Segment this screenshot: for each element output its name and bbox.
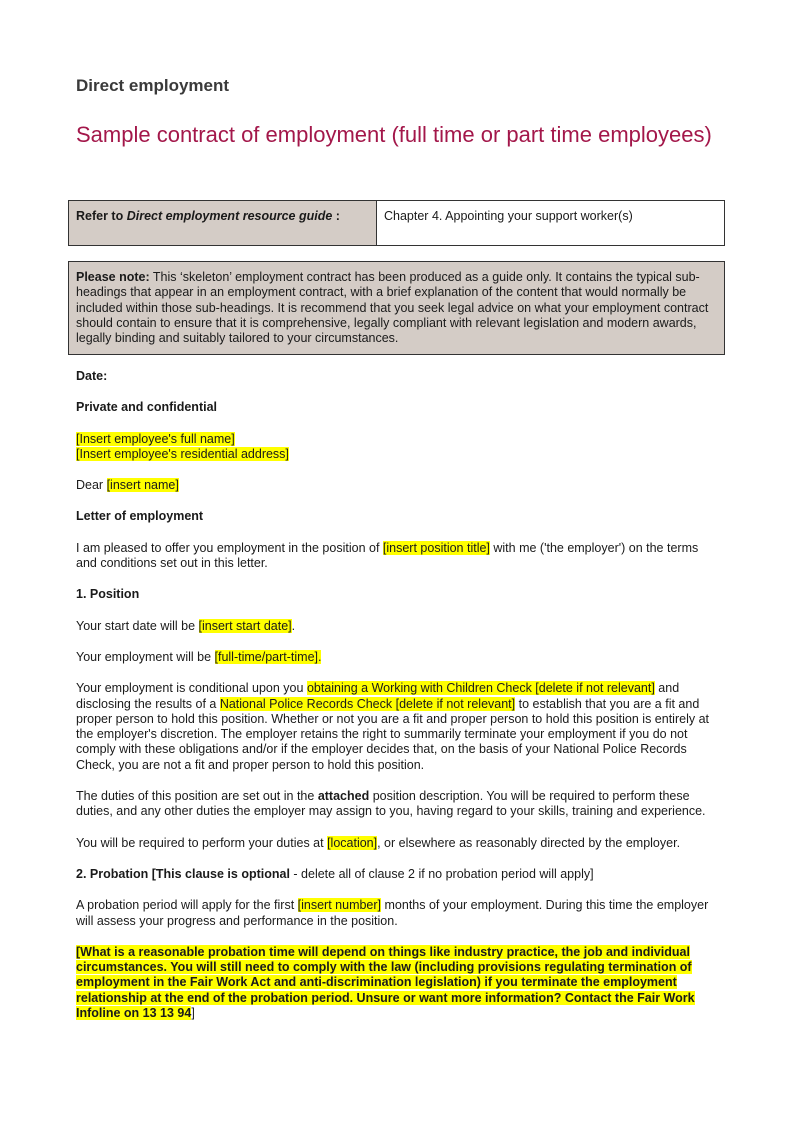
employment-type-placeholder: [full-time/part-time]. — [214, 649, 322, 664]
police-check-placeholder: National Police Records Check [delete if not relevant] — [219, 696, 516, 711]
position-heading: 1. Position — [76, 587, 140, 602]
note-label: Please note: — [76, 270, 150, 284]
start-date-placeholder: [insert start date] — [198, 618, 292, 633]
note-text: This ‘skeleton’ employment contract has been produced as a guide only. It contains the typical sub-headings that appear in an employment contract, with a brief explanation of the content that would normally be included within those sub-headings. It is recommend that you seek legal advice on what your employment contract should contain to ensure that it is comprehensive, legally compliant with relevant legislation and modern awards, legally binding and suitably tailored to your circumstances. — [76, 270, 709, 346]
position-title-placeholder: [insert position title] — [382, 540, 490, 555]
conditions-paragraph: Your employment is conditional upon you obtaining a Working with Children Check [delete if not relevant] and disclosing the results of a National Police Records Check [delete if not relevant] to establish that you are a fit and proper person to hold this position. Whether or not you are a fit and proper person to hold this position is entirely at the employer's discretion. The employer retains the right to summarily terminate your employment if you do not comply with these obligations and/or if the employer decides that, on the basis of your National Police Records Check, you are not a fit and proper person to hold this position. — [76, 681, 710, 772]
probation-advice: [What is a reasonable probation time will depend on things like industry practice, the job and individual circumstances. You will still need to comply with the law (including provisions regulating termination of employment in the Fair Work Act and anti-discrimination legislation) if you terminate the employment relationship at the end of the probation period. Unsure or want more information? Contact the Fair Work Infoline on 13 13 94] — [76, 944, 695, 1021]
page-title: Sample contract of employment (full time or part time employees) — [76, 122, 712, 147]
letter-heading: Letter of employment — [76, 509, 204, 524]
duties-paragraph: The duties of this position are set out in the attached position description. You will be required to perform these duties, and any other duties the employer may assign to you, having regard to your skills, training and experience. — [76, 789, 706, 819]
probation-heading: 2. Probation [This clause is optional - delete all of clause 2 if no probation period will apply] — [76, 866, 594, 881]
date-label: Date: — [76, 369, 108, 383]
employee-name-placeholder: [Insert employee's full name] — [76, 431, 235, 446]
salutation: Dear — [76, 478, 107, 493]
employment-type-paragraph: Your employment will be [full-time/part-time]. — [76, 649, 322, 664]
probation-paragraph: A probation period will apply for the first [insert number] months of your employment. During this time the employer will assess your progress and performance in the position. — [76, 898, 709, 928]
reference-table — [68, 200, 725, 246]
reference-label: Refer to Direct employment resource guide : — [69, 201, 377, 246]
wwcc-placeholder: obtaining a Working with Children Check [delete if not relevant] — [306, 681, 655, 696]
location-paragraph: You will be required to perform your duties at [location], or elsewhere as reasonably directed by the employer. — [76, 835, 681, 850]
employee-address-placeholder: [Insert employee's residential address] — [76, 446, 289, 461]
insert-name-placeholder: [insert name] — [106, 478, 179, 493]
section-label: Direct employment — [76, 76, 230, 95]
location-placeholder: [location] — [327, 835, 378, 850]
start-date-paragraph: Your start date will be [insert start date]. — [76, 618, 296, 633]
note-box — [68, 261, 725, 355]
offer-paragraph: I am pleased to offer you employment in the position of [insert position title] with me ('the employer') on the terms and conditions set out in this letter. — [76, 540, 699, 571]
reference-value: Chapter 4. Appointing your support worker(s) — [377, 201, 725, 246]
private-heading: Private and confidential — [76, 400, 218, 415]
probation-number-placeholder: [insert number] — [297, 898, 382, 913]
letter-body — [76, 369, 718, 1037]
